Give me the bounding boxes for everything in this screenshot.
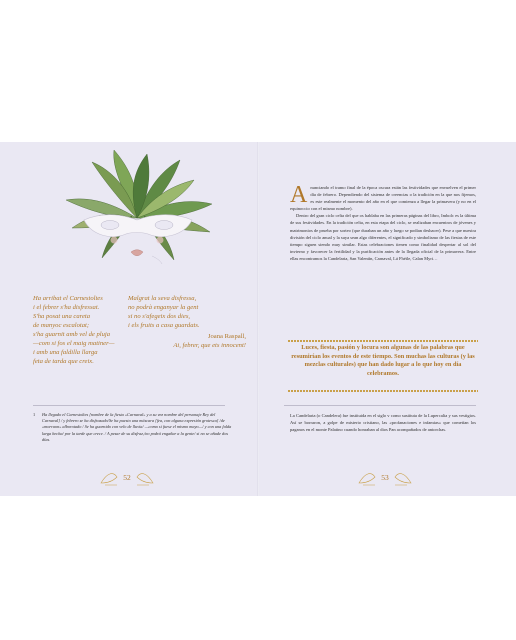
poem-stanza-1 bbox=[33, 294, 133, 366]
page-number-right bbox=[355, 467, 415, 489]
drop-cap: A bbox=[290, 182, 308, 208]
footnote-divider bbox=[33, 405, 225, 406]
poem-line: s'ha guarnit amb vel de pluja bbox=[33, 331, 111, 338]
body-text-top bbox=[290, 184, 476, 262]
poem-line: feta de tarda que creix. bbox=[33, 358, 94, 365]
footnote-number: 1 bbox=[33, 412, 36, 417]
paragraph: Dentro del gran ciclo celta del que os hablaba en las primeras páginas del libro, Imbolc es la última de sus festividades. En la tradición celta, en esta etapa del ciclo, se realizaban encuentros de jóvenes y matrimonios de prueba por sorteo (que duraban un año y luego se podían deshacer). Pese a que nuestra división del ciclo anual y la suya sean algo diferentes, el significado y simbolismo de las fiestas de este tiempo siguen siendo muy similar. Estas celebraciones tienen como finalidad despertar al sol del invierno y favorecer la fertilidad y la purificación antes de la llegada oficial de la primavera. Entre ellas encontramos la Candelaria, San Valentín, Carnaval, Lá Fhéile, Calan Myri… bbox=[290, 213, 476, 261]
book-spread bbox=[0, 142, 516, 496]
page-number-left bbox=[97, 467, 157, 489]
left-page bbox=[0, 142, 257, 496]
section-divider bbox=[284, 405, 476, 406]
paragraph-text: nunciando el tramo final de la época oscura están las festividades que envuelven el primer día de febrero. Dependiendo del sistema de creencias o la tradición en la que nos fijemos, es este realmente el momento del año en el que comienza a llegar la primavera (y no en el equinoccio con el mismo nombre). bbox=[290, 185, 476, 212]
poem-author: Joana Raspall, bbox=[207, 333, 246, 340]
poem-line: si no s'afegeix dos dies, bbox=[128, 313, 191, 320]
poem-source: Ai, febrer, que ets innocent! bbox=[173, 342, 246, 349]
footnote bbox=[33, 412, 233, 443]
poem-line: S'ha posat una careta bbox=[33, 313, 91, 320]
pull-quote-border-top bbox=[288, 340, 478, 342]
poem-line: i amb una faldilla llarga bbox=[33, 349, 98, 356]
poem-line: —com si fos el maig matiner— bbox=[33, 340, 115, 347]
footnote-text: Ha llegado el Carnestoltes [nombre de la fiesta «Carnaval» y a su vez nombre del personaje Rey del Carnaval] / y febrero se ha disfrazado/Se ha puesto una máscara [fea, con alguna expresión grotesca] /de «morraon» alborotado / Se ha guarnido con velo de lluvia/ —como si fuese el mismo mayo—/ y con una falda larga hecha/ por la tarde que crece. / A pesar de su disfraz,/no podrá engañar a la gente/ si no se añade dos días. bbox=[42, 412, 232, 442]
poem-line: Malgrat la seva disfressa, bbox=[128, 295, 197, 302]
pull-quote: Luces, fiesta, pasión y locura son algunas de las palabras que resumirían los eventos de este tiempo. Son muchas las culturas (y las mezclas culturales) que han dado lugar a lo que hoy en día celebramos. bbox=[291, 344, 475, 377]
poem-line: i els fruits a casa guardats. bbox=[128, 322, 200, 329]
page-number: 52 bbox=[123, 473, 131, 482]
poem-line: i el febrer s'ha disfressat. bbox=[33, 304, 100, 311]
poem-line: de manyoc escalotat; bbox=[33, 322, 90, 329]
paragraph bbox=[290, 184, 476, 212]
body-text-bottom: La Candelaria (o Candelera) fue instituida en el siglo v como sustituta de la Lupercalia y sus vestigios. Así se borraron, a golpe de misterio cristiano, las «profanaciones e infamias» que cometían los paganos en el monte Palatino cuando honraban al dios Pan acompañados de antorchas. bbox=[290, 413, 476, 433]
pull-quote-border-bottom bbox=[288, 390, 478, 392]
poem-line: Ha arribat el Carnestoltes bbox=[33, 295, 103, 302]
page-number: 53 bbox=[381, 473, 389, 482]
leaf-mask-illustration bbox=[52, 148, 222, 278]
poem-stanza-2 bbox=[128, 294, 246, 350]
poem-line: no podrà enganyar la gent bbox=[128, 304, 199, 311]
